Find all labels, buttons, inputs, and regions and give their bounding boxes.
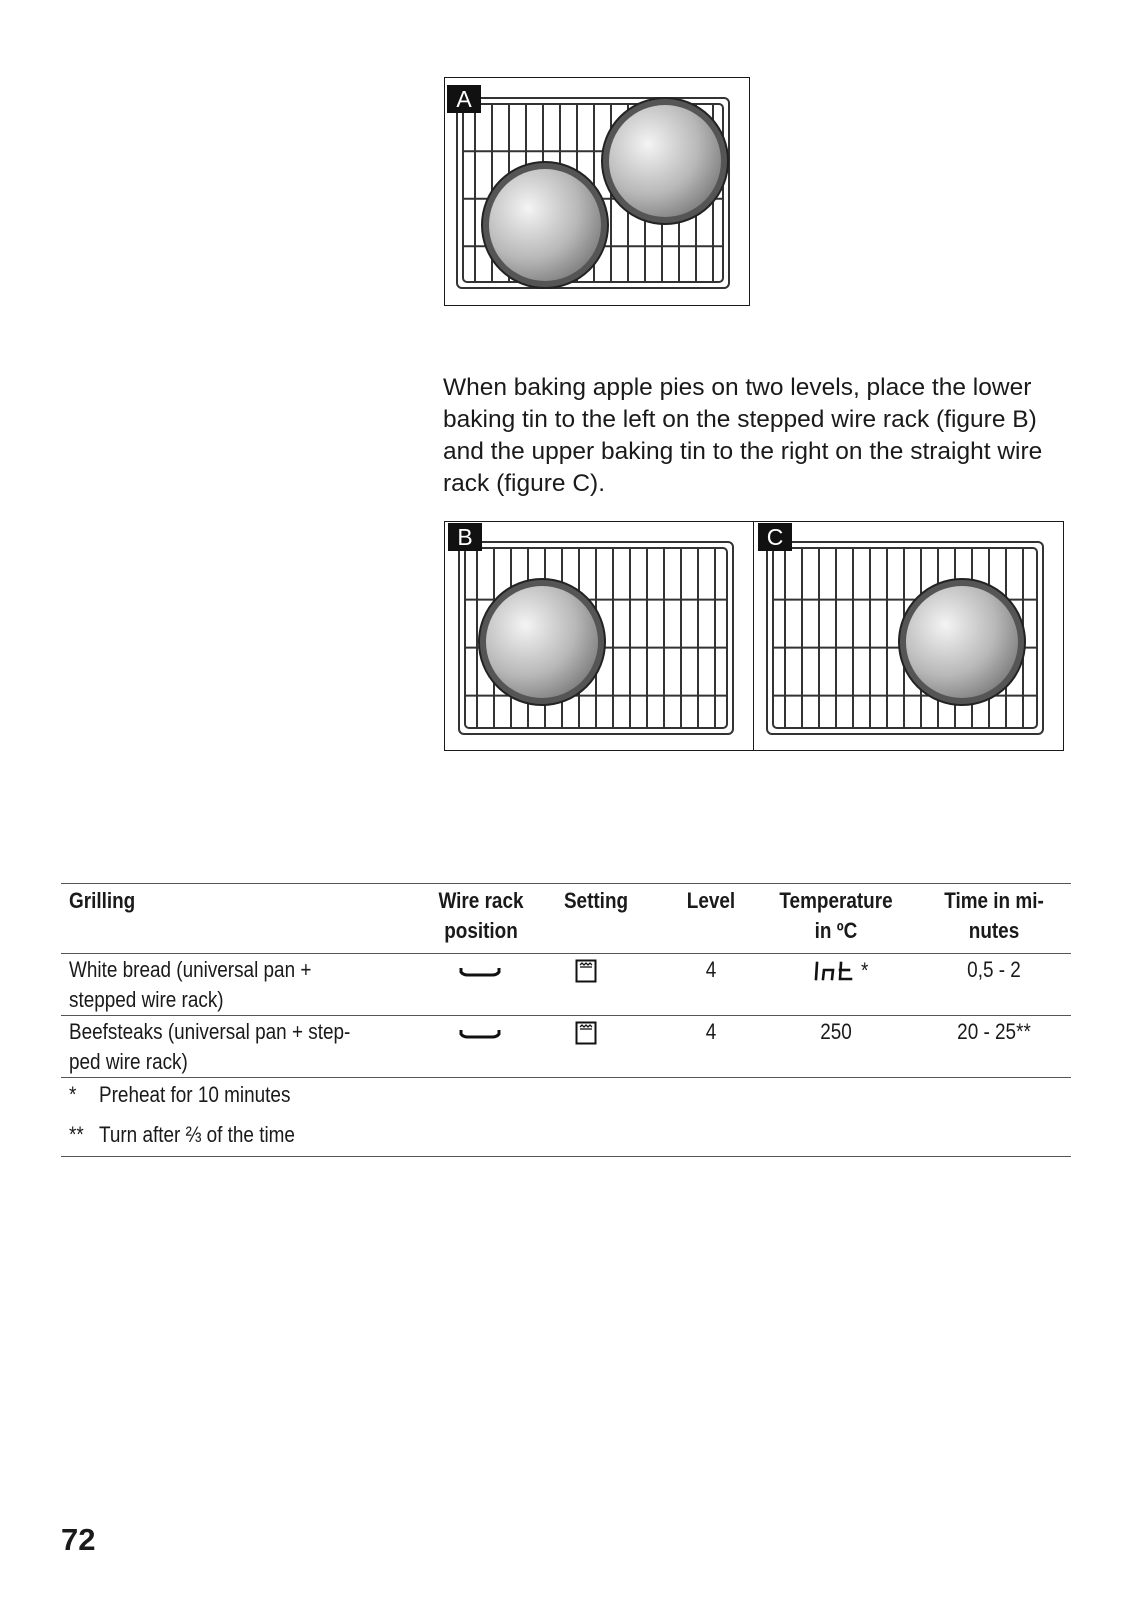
- table-header-rule: [61, 953, 1071, 954]
- header-temperature-line1: Temperature: [779, 888, 893, 913]
- figure-divider: [753, 522, 754, 750]
- header-level: Level: [686, 888, 736, 913]
- header-time-line1: Time in mi-: [944, 888, 1044, 913]
- figure-label-a: A: [447, 85, 481, 113]
- dish-name-line1: Beefsteaks (universal pan + step-: [69, 1019, 351, 1044]
- figure-a: [444, 77, 750, 306]
- footnote-text: Preheat for 10 minutes: [99, 1082, 291, 1107]
- table-top-rule: [61, 883, 1071, 884]
- baking-tin-lower-left: [482, 162, 608, 288]
- stepped-wire-rack-icon: [458, 963, 502, 979]
- header-time-line2: nutes: [968, 918, 1020, 943]
- int-segment-display-icon: [813, 959, 859, 983]
- stepped-wire-rack-icon: [458, 1025, 502, 1041]
- instruction-paragraph: When baking apple pies on two levels, place the lower baking tin to the left on the stepped wire rack (figure B) and the upper baking tin to the right on the straight wire rack (figure C).: [443, 374, 1043, 497]
- grill-setting-icon: [575, 1021, 597, 1045]
- table-row-rule: [61, 1077, 1071, 1078]
- baking-tin-figure-c: [899, 579, 1025, 705]
- level-value: 4: [705, 1019, 717, 1044]
- time-value: 20 - 25**: [957, 1019, 1031, 1044]
- time-value: 0,5 - 2: [967, 957, 1021, 982]
- dish-name-line1: White bread (universal pan +: [69, 957, 312, 982]
- dish-name-line2: ped wire rack): [69, 1049, 188, 1074]
- dish-name-line2: stepped wire rack): [69, 987, 224, 1012]
- wire-rack-illustration-a: [445, 78, 751, 307]
- temperature-display-int: [813, 956, 903, 986]
- footnote-mark: *: [69, 1082, 77, 1107]
- header-grilling: Grilling: [69, 888, 136, 913]
- header-setting: Setting: [563, 888, 629, 913]
- footnote-text: Turn after ⅔ of the time: [99, 1122, 295, 1147]
- footnote-mark: **: [69, 1122, 84, 1147]
- level-value: 4: [705, 957, 717, 982]
- table-bottom-rule: [61, 1156, 1071, 1157]
- figure-label-b: B: [448, 523, 482, 551]
- grill-setting-icon: [575, 959, 597, 983]
- temperature-footnote-mark: *: [861, 958, 869, 983]
- temperature-value: 250: [820, 1019, 852, 1044]
- page-number: 72: [61, 1522, 96, 1557]
- header-rack-position-line2: position: [444, 918, 518, 943]
- header-rack-position-line1: Wire rack: [438, 888, 524, 913]
- figure-label-c: C: [758, 523, 792, 551]
- baking-tin-figure-b: [479, 579, 605, 705]
- header-temperature-line2: in ºC: [814, 918, 858, 943]
- baking-tin-upper-right: [602, 98, 728, 224]
- figure-b-c: [444, 521, 1064, 751]
- table-row-rule: [61, 1015, 1071, 1016]
- wire-rack-illustration-b-c: [445, 522, 1065, 752]
